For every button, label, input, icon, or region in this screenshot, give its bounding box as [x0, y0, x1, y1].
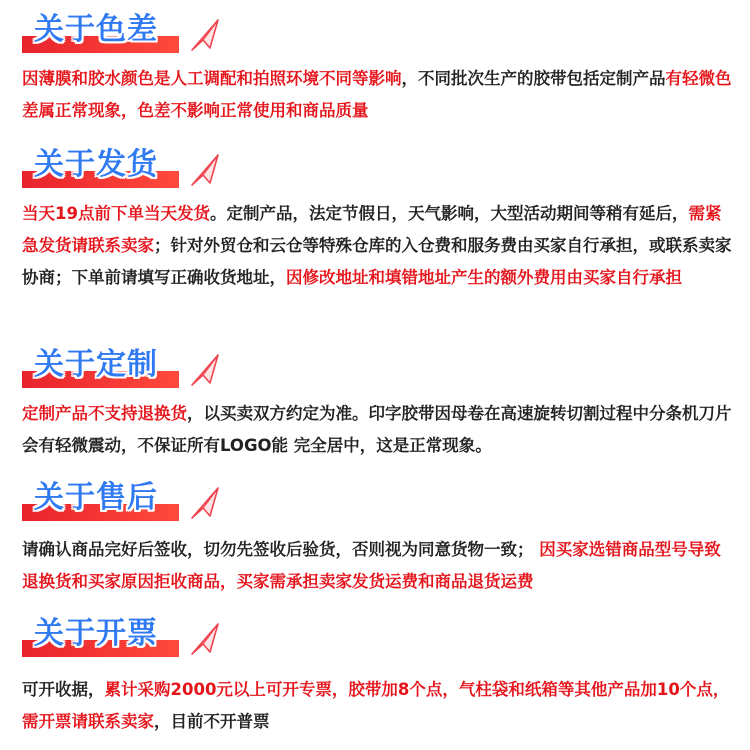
section-title: 关于发货	[34, 147, 158, 182]
body-text: 请确认商品完好后签收，切勿先签收后验货，否则视为同意货物一致；	[22, 540, 540, 559]
body-text: ，以买卖双方约定为准。印字胶带因母卷在高速旋转切割过程中分条机刀片会有轻微震动，不保证所有LOGO能 完全居中，这是正常现象。	[22, 404, 732, 455]
section-header	[0, 614, 750, 660]
paper-plane-icon	[188, 620, 222, 658]
section-title: 关于色差	[34, 12, 158, 47]
section-body	[22, 398, 734, 462]
highlight-text: 累计采购2000元以上可开专票，胶带加8个点，气柱袋和纸箱等其他产品加10个点，需开票请联系卖家	[22, 680, 730, 731]
body-text: ，目前不开普票	[154, 712, 270, 731]
body-text: 可开收据，	[22, 680, 105, 699]
highlight-text: 因买家选错商品型号导致退换货和买家原因拒收商品，买家需承担卖家发货运费和商品退货运费	[22, 540, 721, 591]
section-after-sales	[0, 478, 750, 591]
body-text: 。定制产品，法定节假日，天气影响，大型活动期间等稍有延后，	[209, 204, 689, 223]
section-title: 关于开票	[34, 616, 158, 651]
section-color-difference	[0, 10, 750, 120]
section-title: 关于售后	[34, 480, 158, 515]
highlight-text: 需紧急发货请联系卖家	[22, 204, 722, 255]
section-body	[22, 198, 734, 294]
section-invoicing	[0, 614, 750, 731]
section-body	[22, 534, 734, 598]
body-text: ，不同批次生产的胶带包括定制产品	[401, 69, 666, 88]
highlight-text: 当天19点前下单当天发货	[22, 204, 210, 223]
section-body	[22, 63, 734, 127]
highlight-text: 因修改地址和填错地址产生的额外费用由买家自行承担	[286, 268, 682, 287]
highlight-text: 因薄膜和胶水颜色是人工调配和拍照环境不同等影响	[22, 69, 402, 88]
section-header	[0, 345, 750, 391]
section-title: 关于定制	[34, 347, 158, 382]
paper-plane-icon	[188, 151, 222, 189]
body-text: ；针对外贸仓和云仓等特殊仓库的入仓费和服务费由买家自行承担，或联系卖家协商；下单前请填写正确收货地址，	[22, 236, 732, 287]
section-body	[22, 674, 734, 738]
section-header	[0, 145, 750, 191]
section-header	[0, 10, 750, 56]
paper-plane-icon	[188, 484, 222, 522]
paper-plane-icon	[188, 16, 222, 54]
section-header	[0, 478, 750, 524]
section-customization	[0, 345, 750, 455]
highlight-text: 定制产品不支持退换货	[22, 404, 187, 423]
highlight-text: 有轻微色差属正常现象，色差不影响正常使用和商品质量	[22, 69, 732, 120]
paper-plane-icon	[188, 351, 222, 389]
section-shipping	[0, 145, 750, 287]
